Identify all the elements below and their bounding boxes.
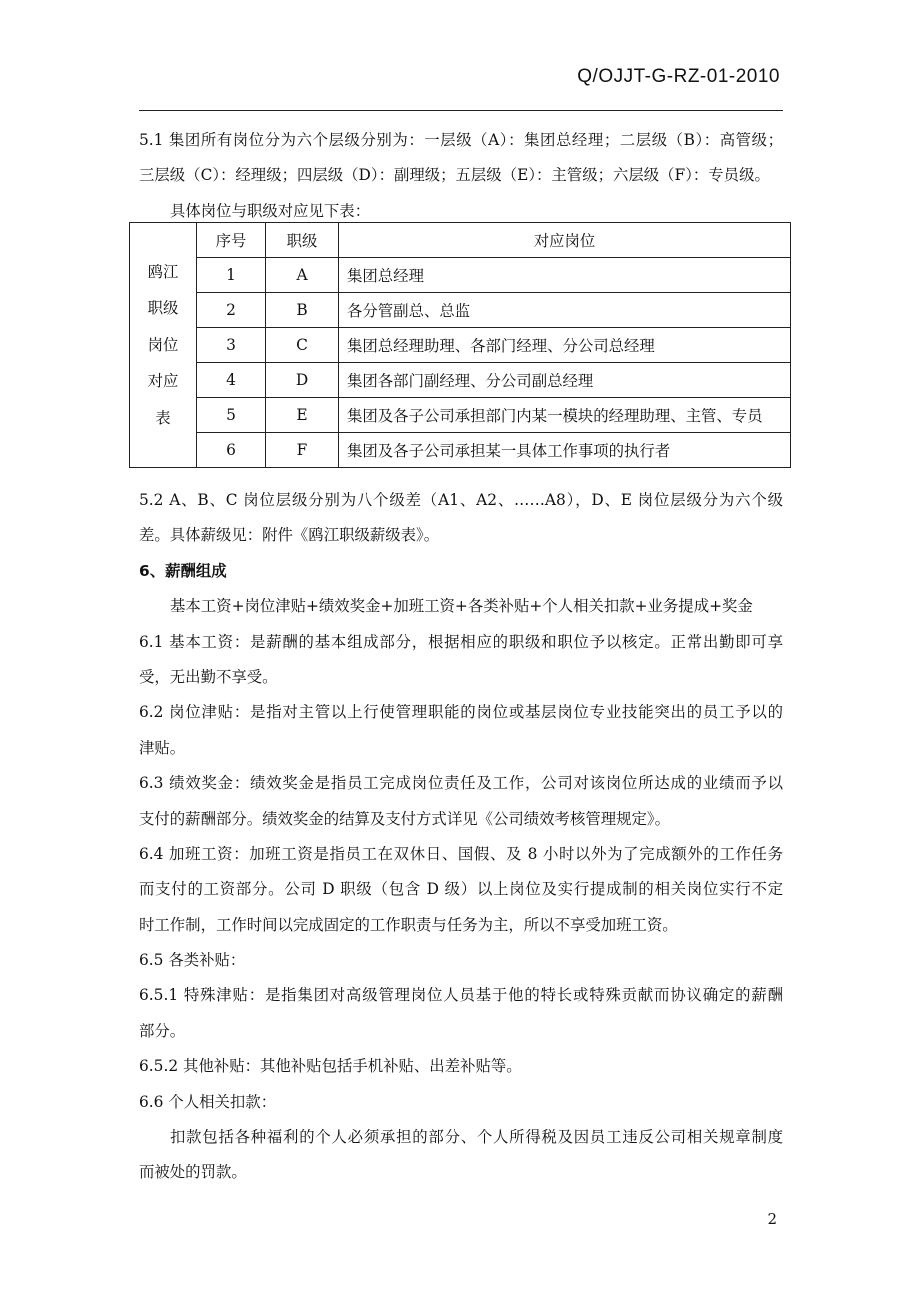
- row-position: 集团及各子公司承担某一具体工作事项的执行者: [339, 433, 791, 468]
- row-grade: E: [266, 398, 339, 433]
- para-6-5-1-line-2: 部分。: [139, 1021, 186, 1040]
- header-seq: 序号: [197, 223, 266, 258]
- table-side-label: [130, 223, 197, 468]
- row-seq: 2: [197, 293, 266, 328]
- row-seq: 1: [197, 258, 266, 293]
- header-grade: 职级: [266, 223, 339, 258]
- row-position: 集团总经理: [339, 258, 791, 293]
- document-code: Q/OJJT-G-RZ-01-2010: [577, 66, 780, 87]
- row-grade: A: [266, 258, 339, 293]
- para-6-6-body-line-1: 扣款包括各种福利的个人必须承担的部分、个人所得税及因员工违反公司相关规章制度: [170, 1128, 783, 1147]
- row-seq: 3: [197, 328, 266, 363]
- row-seq: 4: [197, 363, 266, 398]
- row-grade: B: [266, 293, 339, 328]
- para-6-2-line-2: 津贴。: [139, 738, 186, 757]
- section-6-heading: 6、薪酬组成: [139, 561, 227, 580]
- para-6-2-line-1: 6.2 岗位津贴：是指对主管以上行使管理职能的岗位或基层岗位专业技能突出的员工予以的: [139, 703, 783, 722]
- table-row: [130, 258, 791, 293]
- para-6-5-1-line-1: 6.5.1 特殊津贴：是指集团对高级管理岗位人员基于他的特长或特殊贡献而协议确定的薪酬: [139, 986, 783, 1005]
- section-5-1-line-3: 具体岗位与职级对应见下表：: [170, 201, 371, 220]
- row-position: 集团各部门副经理、分公司副总经理: [339, 363, 791, 398]
- para-6-4-line-3: 时工作制，工作时间以完成固定的工作职责与任务为主，所以不享受加班工资。: [139, 915, 678, 934]
- section-5-1-line-1: 5.1 集团所有岗位分为六个层级分别为：一层级（A）：集团总经理；二层级（B）：高管级；: [139, 131, 783, 149]
- side-label-part: 职级: [147, 299, 179, 318]
- para-6-1-line-1: 6.1 基本工资：是薪酬的基本组成部分，根据相应的职级和职位予以核定。正常出勤即可享: [139, 632, 783, 651]
- side-label-part: 鸥江: [147, 262, 179, 281]
- row-grade: D: [266, 363, 339, 398]
- table-header-row: [130, 223, 791, 258]
- table-row: [130, 363, 791, 398]
- row-position: 集团及各子公司承担部门内某一模块的经理助理、主管、专员: [339, 398, 791, 433]
- table-row: [130, 398, 791, 433]
- side-label-part: 表: [155, 408, 171, 427]
- row-grade: C: [266, 328, 339, 363]
- section-5-1-line-2: 三层级（C）：经理级；四层级（D）：副理级；五层级（E）：主管级；六层级（F）：专员级。: [139, 166, 770, 185]
- table-row: [130, 328, 791, 363]
- row-seq: 6: [197, 433, 266, 468]
- para-6-5-2: 6.5.2 其他补贴：其他补贴包括手机补贴、出差补贴等。: [139, 1057, 522, 1076]
- row-grade: F: [266, 433, 339, 468]
- para-6-4-line-2: 而支付的工资部分。公司 D 职级（包含 D 级）以上岗位及实行提成制的相关岗位实行不定: [139, 880, 783, 899]
- para-6-3-line-2: 支付的薪酬部分。绩效奖金的结算及支付方式详见《公司绩效考核管理规定》。: [139, 809, 670, 828]
- side-label-part: 岗位: [147, 335, 179, 354]
- para-6-6-body-line-2: 而被处的罚款。: [139, 1163, 247, 1182]
- side-label-part: 对应: [147, 372, 179, 391]
- header-position: 对应岗位: [339, 223, 791, 258]
- para-6-3-line-1: 6.3 绩效奖金：绩效奖金是指员工完成岗位责任及工作，公司对该岗位所达成的业绩而予以: [139, 774, 783, 793]
- para-6-6: 6.6 个人相关扣款：: [139, 1092, 277, 1111]
- page-number: 2: [767, 1210, 777, 1228]
- row-position: 各分管副总、总监: [339, 293, 791, 328]
- table-row: [130, 433, 791, 468]
- header-divider: [139, 110, 783, 111]
- para-6-5: 6.5 各类补贴：: [139, 951, 246, 970]
- document-body-continued: [139, 483, 783, 1191]
- row-seq: 5: [197, 398, 266, 433]
- para-6-1-line-2: 受，无出勤不享受。: [139, 667, 278, 686]
- row-position: 集团总经理助理、各部门经理、分公司总经理: [339, 328, 791, 363]
- table-row: [130, 293, 791, 328]
- salary-formula: 基本工资+岗位津贴+绩效奖金+加班工资+各类补贴+个人相关扣款+业务提成+奖金: [170, 597, 753, 616]
- section-5-2-line-1: 5.2 A、B、C 岗位层级分别为八个级差（A1、A2、……A8），D、E 岗位层级分为六个级: [139, 491, 783, 509]
- document-body: [139, 123, 783, 229]
- para-6-4-line-1: 6.4 加班工资：加班工资是指员工在双休日、国假、及 8 小时以外为了完成额外的工作任务: [139, 844, 783, 863]
- grade-position-table: [129, 222, 791, 468]
- section-5-2-line-2: 差。具体薪级见：附件《鸥江职级薪级表》。: [139, 526, 440, 545]
